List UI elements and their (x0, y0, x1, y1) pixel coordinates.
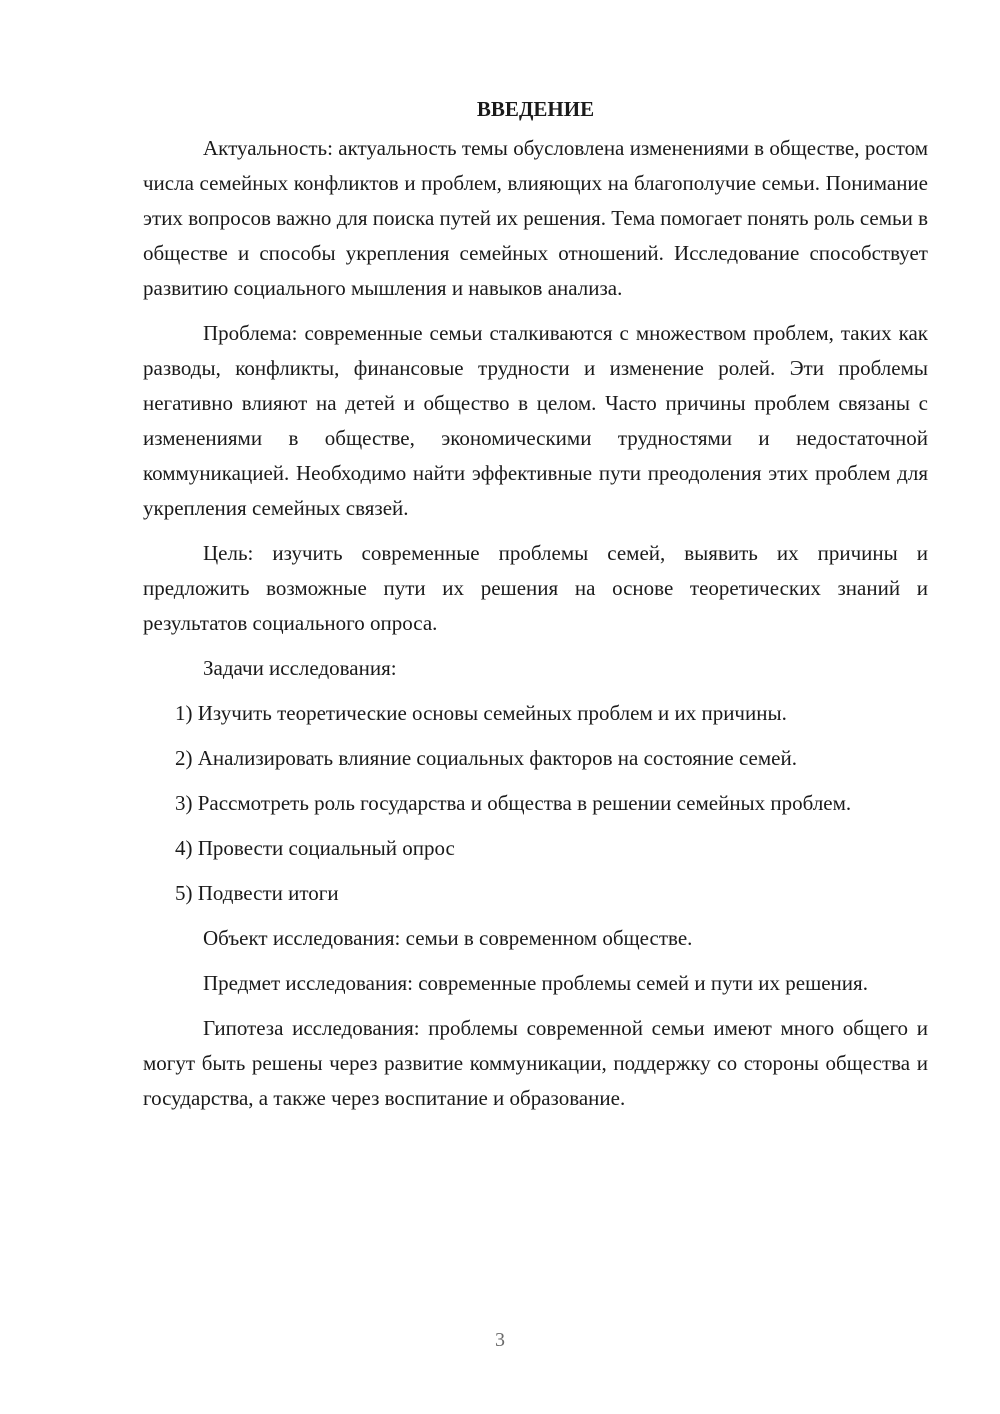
paragraph-hypothesis: Гипотеза исследования: проблемы современной семьи имеют много общего и могут быть решены через развитие коммуникации, поддержку со стороны общества и государства, а также через воспитание и образование. (143, 1016, 928, 1110)
paragraph-goal: Цель: изучить современные проблемы семей, выявить их причины и предложить возможные пути их решения на основе теоретических знаний и результатов социального опроса. (143, 541, 928, 635)
page-number: 3 (495, 1329, 505, 1351)
paragraph-problem: Проблема: современные семьи сталкиваются с множеством проблем, таких как разводы, конфликты, финансовые трудности и изменение ролей. Эти проблемы негативно влияют на детей и общество в целом. Часто причины проблем связаны с изменениями в обществе, экономическими трудностями и недостаточной коммуникацией. Необходимо найти эффективные пути преодоления этих проблем для укрепления семейных связей. (143, 321, 928, 520)
paragraph-subject: Предмет исследования: современные проблемы семей и пути их решения. (203, 971, 868, 995)
task-item-4: 4) Провести социальный опрос (175, 836, 455, 860)
task-item-3: 3) Рассмотреть роль государства и общества в решении семейных проблем. (175, 791, 852, 815)
page-title: ВВЕДЕНИЕ (476, 97, 595, 121)
document-page (143, 92, 928, 1126)
paragraph-relevance: Актуальность: актуальность темы обусловлена изменениями в обществе, ростом числа семейных конфликтов и проблем, влияющих на благополучие семьи. Понимание этих вопросов важно для поиска путей их решения. Тема помогает понять роль семьи в обществе и способы укрепления семейных отношений. Исследование способствует развитию социального мышления и навыков анализа. (143, 136, 928, 300)
paragraph-object: Объект исследования: семьи в современном обществе. (203, 926, 693, 950)
task-item-2: 2) Анализировать влияние социальных факторов на состояние семей. (175, 746, 797, 770)
task-item-1: 1) Изучить теоретические основы семейных проблем и их причины. (175, 701, 787, 725)
task-item-5: 5) Подвести итоги (175, 881, 339, 905)
tasks-heading: Задачи исследования: (203, 656, 397, 680)
